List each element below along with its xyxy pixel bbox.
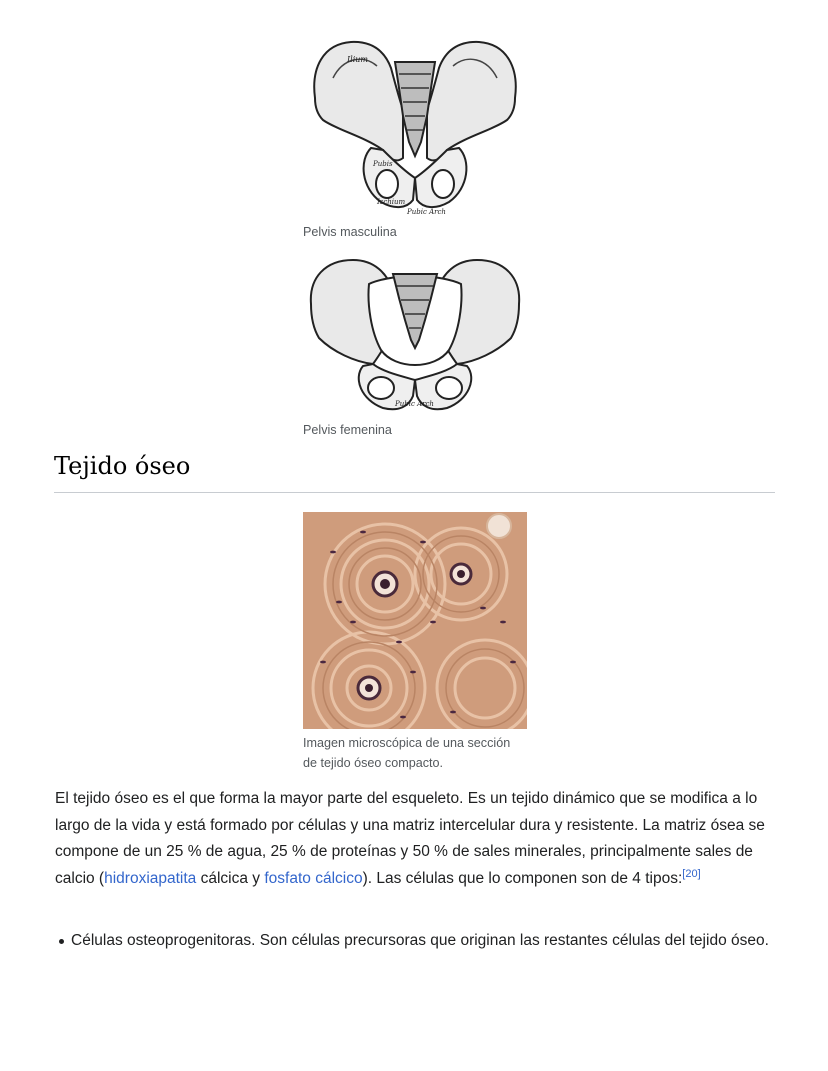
list-item: Células osteoprogenitoras. Son células precursoras que originan las restantes células del tejido óseo. xyxy=(55,928,777,955)
cell-types-list xyxy=(55,928,777,955)
pubis-label: Pubis xyxy=(373,160,393,168)
male-pelvis-image[interactable] xyxy=(303,38,527,218)
section-heading: Tejido óseo xyxy=(54,452,775,493)
bone-micrograph-image[interactable] xyxy=(303,512,527,729)
figure-caption: Pelvis masculina xyxy=(303,225,397,239)
paragraph-text: El tejido óseo es el que forma la mayor parte del esqueleto. Es un tejido dinámico que se modifica a lo largo de la vida y está formado por células y una matriz intercelular dura y resistente. La matriz ósea se compone de un 25 % de agua, 25 % de proteínas y 50 % de sales minerales, principalmente sales de calcio ( xyxy=(55,790,765,887)
body-paragraph xyxy=(55,786,777,892)
figure-bone-micrograph xyxy=(303,512,527,773)
figure-male-pelvis xyxy=(303,38,527,242)
paragraph-text: cálcica y xyxy=(196,869,265,887)
ischium-label: Ischium xyxy=(377,198,406,206)
female-pelvis-image[interactable] xyxy=(303,254,527,416)
figure-caption: Pelvis femenina xyxy=(303,423,392,437)
pubic-arch-label: Pubic Arch xyxy=(407,208,446,216)
paragraph-text: ). Las células que lo componen son de 4 tipos: xyxy=(362,869,683,887)
ilium-label: Ilium xyxy=(347,55,369,64)
fosfato-calcico-link[interactable]: fosfato cálcico xyxy=(264,869,363,887)
figure-female-pelvis xyxy=(303,254,527,440)
pubic-arch-label: Pubic Arch xyxy=(395,400,434,408)
hidroxiapatita-link[interactable]: hidroxiapatita xyxy=(104,869,197,887)
figure-caption: Imagen microscópica de una sección de tejido óseo compacto. xyxy=(303,736,511,770)
reference-20[interactable]: [20] xyxy=(682,867,701,880)
